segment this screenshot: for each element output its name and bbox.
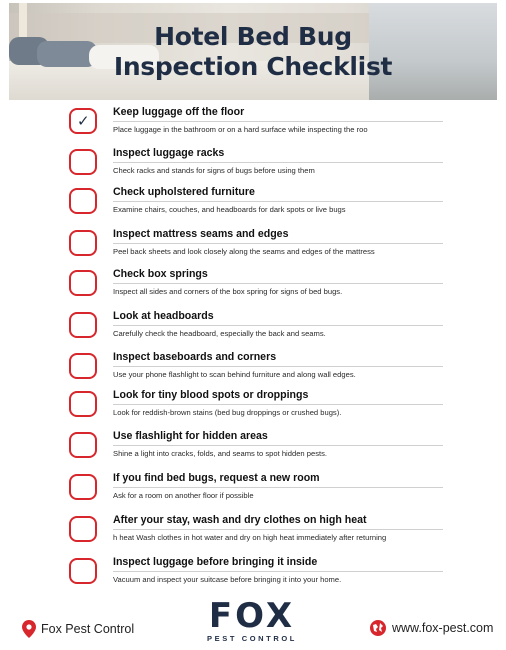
checkbox[interactable] — [69, 312, 97, 338]
item-description: Look for reddish-brown stains (bed bug droppings or crushed bugs). — [113, 408, 342, 417]
divider — [113, 487, 443, 488]
checklist-item — [69, 430, 489, 470]
item-description: Check racks and stands for signs of bugs before using them — [113, 166, 315, 175]
item-description: Inspect all sides and corners of the box spring for signs of bed bugs. — [113, 287, 343, 296]
checkbox[interactable] — [69, 108, 97, 134]
footer-company — [22, 620, 134, 638]
item-description: Carefully check the headboard, especially the back and seams. — [113, 329, 326, 338]
item-description: h heat Wash clothes in hot water and dry on high heat immediately after returning — [113, 533, 387, 542]
checklist-item — [69, 106, 489, 146]
item-heading: Check box springs — [113, 268, 208, 280]
check-mark-icon: ✓ — [77, 112, 90, 130]
checkbox[interactable] — [69, 230, 97, 256]
checklist-item — [69, 389, 489, 429]
divider — [113, 571, 443, 572]
item-heading: Look for tiny blood spots or droppings — [113, 389, 309, 401]
logo-subtitle: PEST CONTROL — [207, 634, 297, 643]
checklist-item — [69, 310, 489, 350]
checkbox[interactable] — [69, 474, 97, 500]
title-line-1: Hotel Bed Bug — [154, 22, 352, 51]
divider — [113, 121, 443, 122]
checkbox[interactable] — [69, 353, 97, 379]
checklist-item — [69, 186, 489, 226]
page-title — [0, 22, 506, 82]
checkbox[interactable] — [69, 516, 97, 542]
footer — [0, 598, 506, 650]
item-description: Place luggage in the bathroom or on a hard surface while inspecting the roo — [113, 125, 368, 134]
divider — [113, 529, 443, 530]
checklist-item — [69, 351, 489, 391]
checklist-item — [69, 268, 489, 308]
checklist-item — [69, 147, 489, 187]
checklist-item — [69, 514, 489, 554]
checkbox[interactable] — [69, 432, 97, 458]
checklist-item — [69, 472, 489, 512]
item-description: Use your phone flashlight to scan behind furniture and along wall edges. — [113, 370, 356, 379]
item-heading: Inspect luggage racks — [113, 147, 225, 159]
item-heading: Inspect baseboards and corners — [113, 351, 277, 363]
checklist-item — [69, 228, 489, 268]
item-description: Ask for a room on another floor if possible — [113, 491, 254, 500]
item-heading: Use flashlight for hidden areas — [113, 430, 268, 442]
checkbox[interactable] — [69, 149, 97, 175]
divider — [113, 325, 443, 326]
divider — [113, 201, 443, 202]
item-heading: Keep luggage off the floor — [113, 106, 245, 118]
title-line-2: Inspection Checklist — [113, 52, 393, 81]
company-name: Fox Pest Control — [41, 622, 135, 636]
item-description: Vacuum and inspect your suitcase before bringing it into your home. — [113, 575, 342, 584]
divider — [113, 404, 443, 405]
checklist-item — [69, 556, 489, 596]
item-description: Shine a light into cracks, folds, and seams to spot hidden pests. — [113, 449, 328, 458]
item-description: Examine chairs, couches, and headboards for dark spots or live bugs — [113, 205, 346, 214]
divider — [113, 445, 443, 446]
logo-wordmark: FOX — [208, 596, 296, 636]
item-heading: Inspect mattress seams and edges — [113, 228, 289, 240]
location-pin-icon — [22, 620, 36, 638]
globe-icon — [370, 620, 386, 636]
checkbox[interactable] — [69, 188, 97, 214]
item-description: Peel back sheets and look closely along the seams and edges of the mattress — [113, 247, 375, 256]
divider — [113, 243, 443, 244]
divider — [113, 366, 443, 367]
item-heading: Look at headboards — [113, 310, 214, 322]
item-heading: After your stay, wash and dry clothes on high heat — [113, 514, 367, 526]
checkbox[interactable] — [69, 391, 97, 417]
item-heading: If you find bed bugs, request a new room — [113, 472, 320, 484]
item-heading: Inspect luggage before bringing it inside — [113, 556, 318, 568]
footer-website[interactable] — [370, 620, 493, 636]
item-heading: Check upholstered furniture — [113, 186, 255, 198]
fox-logo — [190, 596, 314, 648]
website-link[interactable]: www.fox-pest.com — [392, 621, 494, 635]
divider — [113, 283, 443, 284]
checkbox[interactable] — [69, 270, 97, 296]
divider — [113, 162, 443, 163]
checkbox[interactable] — [69, 558, 97, 584]
